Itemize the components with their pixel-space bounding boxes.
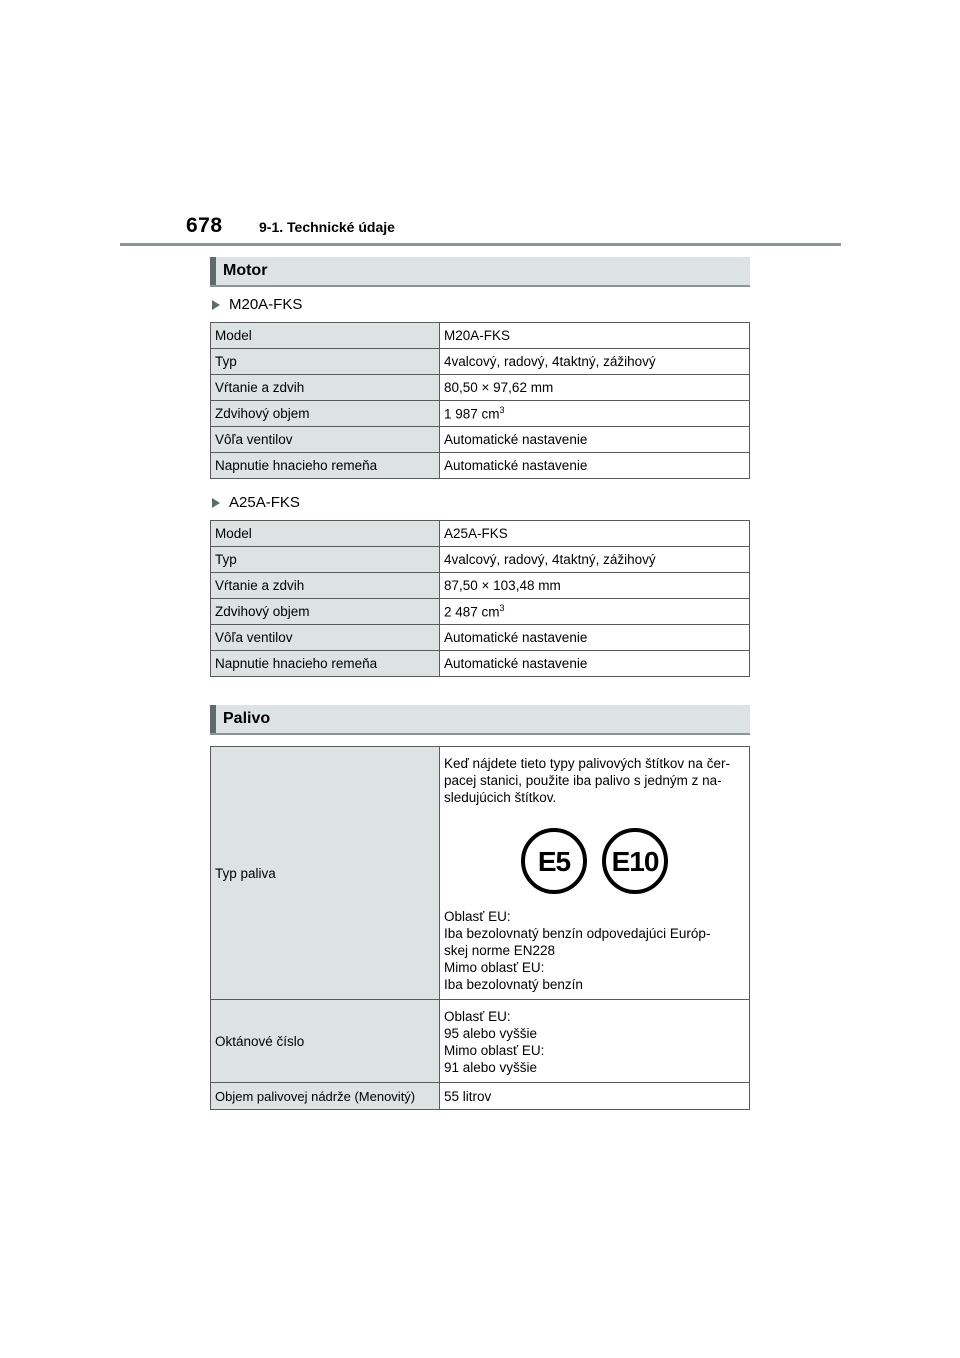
spec-value: 80,50 × 97,62 mm [440,375,750,401]
table-row [211,521,750,547]
heading-bar [210,705,216,733]
spec-value: Automatické nastavenie [440,651,750,677]
e5-fuel-label-icon: E5 [521,828,587,894]
variant-text: A25A-FKS [229,494,300,511]
spec-key: Typ [211,349,440,375]
heading-label: Palivo [223,710,271,727]
table-row [211,323,750,349]
spec-key: Vŕtanie a zdvih [211,375,440,401]
octane-line: Oblasť EU: [444,1009,511,1024]
heading-bar [210,257,216,285]
section-path: 9-1. Technické údaje [259,219,395,235]
table-row [211,1083,750,1110]
displacement-value: 2 487 cm [444,604,500,620]
fuel-detail-line: Oblasť EU: [444,909,511,924]
table-row [211,651,750,677]
heading-label: Motor [223,262,268,279]
fuel-spec-table [210,746,750,1110]
spec-value: 4valcový, radový, 4taktný, zážihový [440,547,750,573]
spec-value [440,747,750,1000]
spec-key: Zdvihový objem [211,401,440,427]
page-number: 678 [186,214,223,237]
table-row [211,427,750,453]
spec-key: Model [211,323,440,349]
table-row [211,1000,750,1083]
unit-exponent: 3 [499,405,505,416]
header-rule [120,243,841,246]
spec-value: 4valcový, radový, 4taktný, zážihový [440,349,750,375]
table-row [211,625,750,651]
variant-text: M20A-FKS [229,296,303,313]
table-row [211,349,750,375]
spec-key: Model [211,521,440,547]
spec-key: Vôľa ventilov [211,427,440,453]
engine-spec-table [210,322,750,479]
fuel-intro-line: sledujúcich štítkov. [444,790,557,805]
table-row [211,547,750,573]
fuel-label-badges [444,828,745,894]
triangle-bullet-icon [212,300,220,310]
spec-key: Objem palivovej nádrže (Menovitý) [211,1083,440,1110]
spec-key: Typ [211,547,440,573]
fuel-detail-line: Iba bezolovnatý benzín odpovedajúci Európ- [444,926,711,941]
e10-fuel-label-icon: E10 [602,828,668,894]
fuel-intro-line: Keď nájdete tieto typy palivových štítkov na čer- [444,756,730,771]
fuel-detail-line: Mimo oblasť EU: [444,960,545,975]
spec-value: 87,50 × 103,48 mm [440,573,750,599]
spec-value: M20A-FKS [440,323,750,349]
spec-value: A25A-FKS [440,521,750,547]
fuel-heading [210,705,750,735]
spec-value: Automatické nastavenie [440,625,750,651]
engine-spec-table [210,520,750,677]
spec-value [440,1000,750,1083]
spec-value [440,401,750,427]
fuel-detail-line: Iba bezolovnatý benzín [444,977,583,992]
variant-label [212,494,300,511]
spec-key: Vŕtanie a zdvih [211,573,440,599]
spec-key: Oktánové číslo [211,1000,440,1083]
spec-value [440,599,750,625]
spec-key: Vôľa ventilov [211,625,440,651]
spec-key: Typ paliva [211,747,440,1000]
triangle-bullet-icon [212,498,220,508]
unit-exponent: 3 [499,603,505,614]
spec-key: Napnutie hnacieho remeňa [211,453,440,479]
spec-value: Automatické nastavenie [440,427,750,453]
octane-line: 95 alebo vyššie [444,1026,538,1041]
table-row [211,747,750,1000]
octane-line: 91 alebo vyššie [444,1060,538,1075]
table-row [211,453,750,479]
table-row [211,375,750,401]
spec-key: Napnutie hnacieho remeňa [211,651,440,677]
spec-value: Automatické nastavenie [440,453,750,479]
spec-key: Zdvihový objem [211,599,440,625]
octane-line: Mimo oblasť EU: [444,1043,545,1058]
table-row [211,573,750,599]
fuel-detail-line: skej norme EN228 [444,943,556,958]
spec-value: 55 litrov [440,1083,750,1110]
fuel-intro-line: pacej stanici, použite iba palivo s jedným z na- [444,773,722,788]
motor-heading [210,257,750,287]
table-row [211,401,750,427]
displacement-value: 1 987 cm [444,406,500,422]
variant-label [212,296,302,313]
table-row [211,599,750,625]
